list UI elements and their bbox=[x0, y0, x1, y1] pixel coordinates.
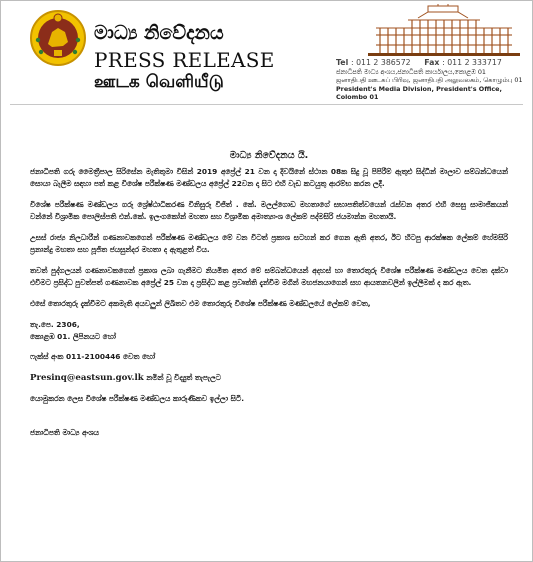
national-emblem-logo bbox=[30, 8, 86, 68]
address-sinhala: ජනාධිපති මාධ්‍ය අංශය,ජනාධිපති කාර්යාලය,කොළඹ 01 bbox=[336, 67, 486, 76]
tel-value: : 011 2 386572 bbox=[350, 58, 411, 67]
address-english: President's Media Division, President's Office, Colombo 01 bbox=[336, 84, 502, 102]
tel-label: Tel bbox=[336, 58, 349, 67]
email-line bbox=[30, 372, 508, 384]
phone-fax-line bbox=[336, 59, 531, 68]
title-english: PRESS RELEASE bbox=[94, 48, 275, 72]
paragraph: විශේෂ පරීක්ෂණ මණ්ඩලය ගරු ශ්‍රේෂ්ඨාධිකරණ විනිසුරු විජිත් . කේ. මලල්ගොඩ මහතාගේ සභාපතිත්වයෙන් රැස්වන අතර එහි සෙසු සාමාජිකයන් වන්නේ විශ්‍රාමික පොලිස්පති එන්.කේ. ඉලංගකෝන් මහතා සහ විශ්‍රාමික අමාත්‍යාංශ ලේකම් පද්මසිරි ජයමාන්න මහතායි. bbox=[30, 200, 508, 222]
postal-city-line: කොළඹ 01. ලිපිනයට හෝ bbox=[30, 331, 116, 341]
signature-line: ජනාධිපති මාධ්‍ය අංශය bbox=[30, 428, 99, 438]
contact-block bbox=[336, 59, 531, 102]
email-address: Presinq@eastsun.gov.lk bbox=[30, 373, 144, 384]
title-tamil: ஊடக வெளியீடு bbox=[94, 72, 224, 92]
postal-box-line: තැ.පෙ. 2306, bbox=[30, 319, 80, 329]
fax-value: : 011 2 333717 bbox=[442, 58, 502, 67]
title-sinhala: මාධ්‍ය නිවේදනය bbox=[94, 22, 224, 44]
header-divider bbox=[10, 104, 523, 105]
presidents-house-illustration bbox=[368, 4, 520, 56]
address-tamil: ஜனாதிபதி ஊடகப் பிரிவு, ஜனாதிபதி அலுவலகம், கொழும்பு 01 bbox=[336, 76, 523, 85]
document-heading: මාධ්‍ය නිවේදනය යි. bbox=[229, 150, 309, 161]
fax-label: Fax bbox=[424, 58, 440, 67]
paragraph: ජනාධිපති ගරු මෛත්‍රීපාල සිරිසේන මැතිතුමා විසින් 2019 අප්‍රේල් 21 වන දා දිවයිනේ ස්ථාන 08ක සිදු වූ පිපිරීම් ඇතුළු සිද්ධීන් මාලාව සම්බන්ධයෙන් සොයා බැලීම සඳහා පත් කළ විශේෂ පරීක්ෂණ මණ්ඩලය අප්‍රේල් 22වන දා සිට එහි වැඩ කටයුතු ආරම්භ කරන ලදී. bbox=[30, 167, 508, 189]
fax-line: ෆැක්ස් අංක 011-2100446 වෙත හෝ bbox=[30, 352, 156, 362]
press-release-body bbox=[30, 150, 508, 448]
letterhead bbox=[0, 0, 533, 100]
closing-line: යොමුකරන ලෙස විශේෂ පරීක්ෂණ මණ්ඩලය කාරුණිකව ඉල්ලා සිටී. bbox=[30, 393, 245, 403]
paragraph: එසේ තොරතුරු දැක්වීමට අකමැති අයවලුන් ලිඛිතව එම තොරතුරු විශේෂ පරීක්ෂණ මණ්ඩලයේ ලේකම් වෙත, bbox=[30, 298, 371, 308]
email-suffix: නමින් වූ විද්‍යුත් තැපැලට bbox=[143, 373, 221, 383]
paragraph: තවත් පුද්ගලයන් ගණනාවකගෙන් ප්‍රකාශ ලබා ගැනීමට නියමිත අතර මේ සම්බන්ධයෙන් අදහස් හා තොරතුරු විශේෂ පරීක්ෂණ මණ්ඩලය වෙත දක්වා එවීමට ප්‍රසිද්ධ පුවත්පත් ගණනාවක අප්‍රේල් 25 වන දා ප්‍රසිද්ධ කළ ප්‍රවෘත්ති දැන්වීම මගින් මහජනයාගෙන් සහ ආයතනවලින් ඉල්ලීමක් ද කර ඇත. bbox=[30, 265, 508, 288]
paragraph: උසස් රාජ්‍ය නිලධාරීන් ගණනාවකගෙන් පරීක්ෂණ මණ්ඩලය මේ වන විටත් ප්‍රකාශ සටහන් කර ගෙන ඇති අතර, ඊට හිටපු ආරක්ෂක ලේකම් හේමසිරි ප්‍රනාන්දු මහතා සහ පූජිත ජයසුන්දර මහතා ද ඇතුළත් විය. bbox=[30, 233, 508, 255]
